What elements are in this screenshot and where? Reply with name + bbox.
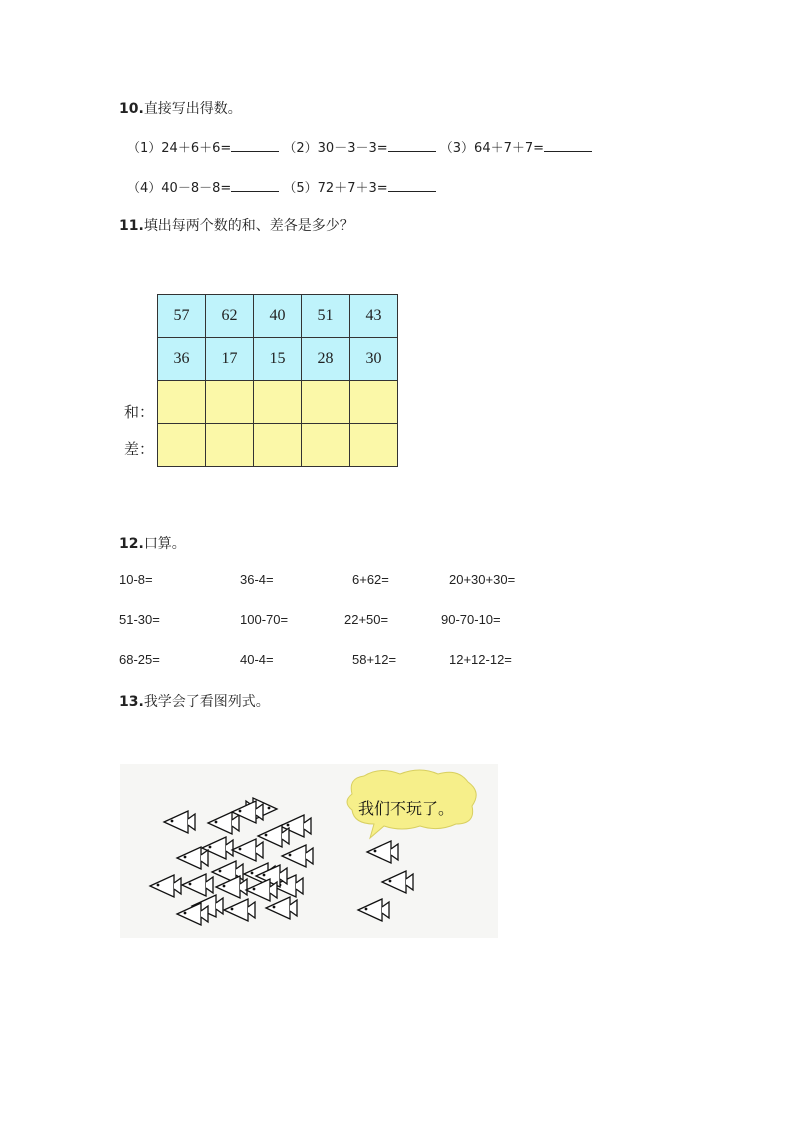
fish-school-illustration [120,764,498,938]
fish-group-right [358,841,413,921]
difference-answer-cell[interactable] [350,424,398,467]
answer-blank[interactable] [544,138,592,152]
question-11-title [119,215,354,235]
sum-answer-cell[interactable] [158,381,206,424]
question-text: 直接写出得数。 [143,101,242,117]
question-10-title [119,98,242,118]
answer-blank[interactable] [231,178,279,192]
q10-item-5: （5）72＋7＋3= [283,181,388,196]
difference-answer-cell[interactable] [254,424,302,467]
calc-item: 100-70= [240,612,289,627]
table-cell: 36 [158,338,206,381]
question-text: 口算。 [143,536,186,552]
fish-drawing [120,764,498,938]
fish-group-left [150,798,313,925]
difference-answer-cell[interactable] [302,424,350,467]
calc-item: 51-30= [119,612,160,627]
calc-item: 20+30+30= [449,572,516,587]
calc-item: 58+12= [352,652,397,667]
question-number: 10. [119,101,144,117]
q10-row-2 [127,177,436,196]
q10-item-2: （2）30－3－3= [283,141,388,156]
sum-answer-cell[interactable] [302,381,350,424]
sum-answer-cell[interactable] [254,381,302,424]
table-row-difference [158,424,398,467]
calc-item: 68-25= [119,652,160,667]
question-number: 12. [119,536,144,552]
calc-item: 12+12-12= [449,652,512,667]
table-cell: 15 [254,338,302,381]
q10-item-1: （1）24＋6＋6= [127,141,232,156]
difference-answer-cell[interactable] [206,424,254,467]
table-cell: 43 [350,295,398,338]
calc-item: 6+62= [352,572,389,587]
table-cell: 57 [158,295,206,338]
difference-row-label: 差： [124,440,155,458]
question-13-title [119,691,270,711]
question-text: 我学会了看图列式。 [143,694,270,710]
question-text: 填出每两个数的和、差各是多少？ [143,218,354,234]
table-cell: 51 [302,295,350,338]
table-row-numbers-2 [158,338,398,381]
sum-answer-cell[interactable] [350,381,398,424]
sum-answer-cell[interactable] [206,381,254,424]
table-row-numbers-1 [158,295,398,338]
calc-item: 36-4= [240,572,274,587]
q10-row-1 [127,137,592,156]
question-number: 13. [119,694,144,710]
speech-bubble-text: 我们不玩了。 [358,799,455,818]
table-cell: 17 [206,338,254,381]
answer-blank[interactable] [231,138,279,152]
q10-item-3: （3）64＋7＋7= [439,141,545,156]
difference-answer-cell[interactable] [158,424,206,467]
calc-item: 10-8= [119,572,153,587]
table-cell: 30 [350,338,398,381]
table-row-sum [158,381,398,424]
table-cell: 40 [254,295,302,338]
calc-item: 40-4= [240,652,274,667]
calc-item: 90-70-10= [441,612,501,627]
sum-difference-table [157,294,398,467]
answer-blank[interactable] [388,138,436,152]
table-cell: 62 [206,295,254,338]
table-cell: 28 [302,338,350,381]
answer-blank[interactable] [388,178,436,192]
calc-item: 22+50= [344,612,389,627]
q10-item-4: （4）40－8－8= [127,181,232,196]
sum-row-label: 和： [124,403,155,421]
question-number: 11. [119,218,144,234]
question-12-title [119,533,186,553]
